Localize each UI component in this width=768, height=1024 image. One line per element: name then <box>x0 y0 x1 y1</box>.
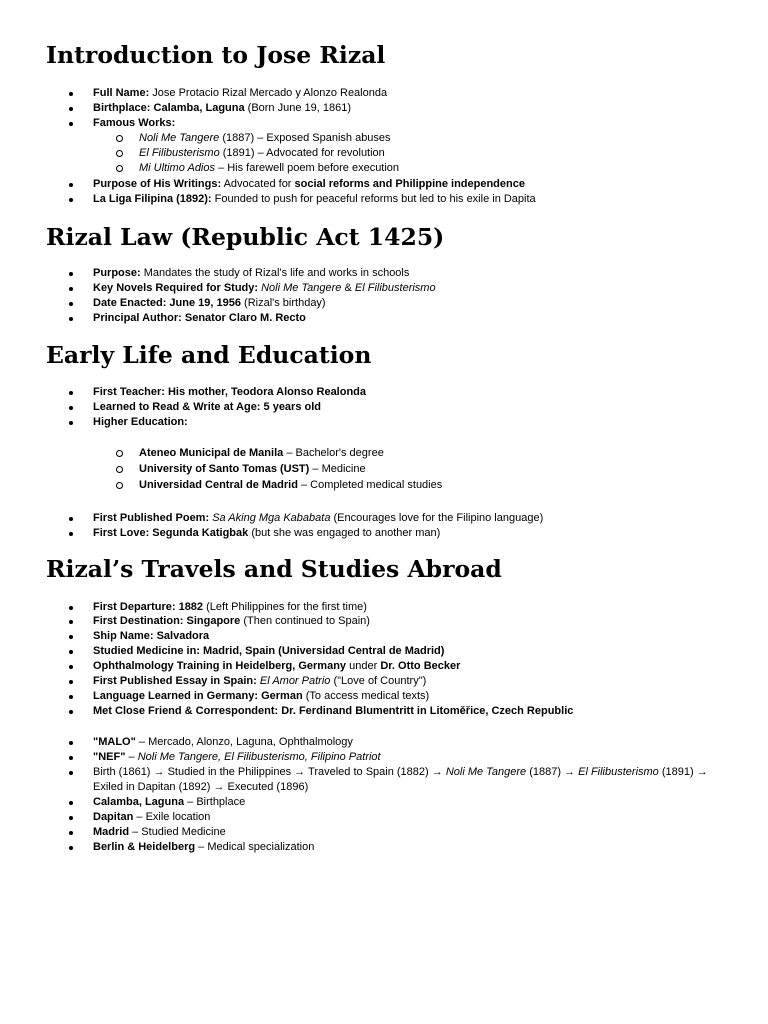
bullet-icon <box>69 122 73 126</box>
list-item: Famous Works: <box>93 116 728 131</box>
list-item: Language Learned in Germany: German (To access medical texts) <box>93 689 728 704</box>
bullet-icon <box>69 606 73 610</box>
list-item: Learned to Read & Write at Age: 5 years old <box>93 400 728 415</box>
list-item: Noli Me Tangere (1887) – Exposed Spanish abuses <box>139 131 728 146</box>
list-item: Ship Name: Salvadora <box>93 629 728 644</box>
list-item: First Teacher: His mother, Teodora Alonso Realonda <box>93 385 728 400</box>
bullet-icon <box>69 635 73 639</box>
bullet-icon <box>69 771 73 775</box>
list-item: Key Novels Required for Study: Noli Me Tangere & El Filibusterismo <box>93 281 728 296</box>
bullet-icon <box>69 92 73 96</box>
bullet-icon <box>69 831 73 835</box>
bullet-icon <box>69 665 73 669</box>
list-item: El Filibusterismo (1891) – Advocated for revolution <box>139 146 728 161</box>
bullet-icon <box>69 287 73 291</box>
heading-introduction: Introduction to Jose Rizal <box>46 41 386 69</box>
bullet-icon <box>69 816 73 820</box>
list-item: Purpose of His Writings: Advocated for social reforms and Philippine independence <box>93 177 728 192</box>
list-item: First Destination: Singapore (Then continued to Spain) <box>93 614 728 629</box>
bullet-icon <box>69 532 73 536</box>
bullet-icon <box>69 695 73 699</box>
bullet-icon <box>69 620 73 624</box>
list-item: Berlin & Heidelberg – Medical specialization <box>93 840 728 855</box>
bullet-icon <box>69 183 73 187</box>
bullet-icon <box>69 846 73 850</box>
bullet-icon <box>69 710 73 714</box>
list-item: Calamba, Laguna – Birthplace <box>93 795 728 810</box>
sub-bullet-icon <box>116 466 123 473</box>
bullet-icon <box>69 421 73 425</box>
list-item: Universidad Central de Madrid – Completed medical studies <box>139 478 728 493</box>
list-item: Studied Medicine in: Madrid, Spain (Universidad Central de Madrid) <box>93 644 728 659</box>
list-item: La Liga Filipina (1892): Founded to push for peaceful reforms but led to his exile in Dapita <box>93 192 728 207</box>
bullet-icon <box>69 517 73 521</box>
heading-early-life: Early Life and Education <box>46 341 372 369</box>
bullet-icon <box>69 107 73 111</box>
list-item: First Love: Segunda Katigbak (but she was engaged to another man) <box>93 526 728 541</box>
list-item: Purpose: Mandates the study of Rizal's life and works in schools <box>93 266 728 281</box>
bullet-icon <box>69 317 73 321</box>
list-item: "MALO" – Mercado, Alonzo, Laguna, Ophthalmology <box>93 735 728 750</box>
bullet-icon <box>69 391 73 395</box>
sub-bullet-icon <box>116 482 123 489</box>
bullet-icon <box>69 272 73 276</box>
bullet-icon <box>69 741 73 745</box>
list-item: Full Name: Jose Protacio Rizal Mercado y Alonzo Realonda <box>93 86 728 101</box>
list-item: "NEF" – Noli Me Tangere, El Filibusterismo, Filipino Patriot <box>93 750 728 765</box>
bullet-icon <box>69 650 73 654</box>
bullet-icon <box>69 198 73 202</box>
list-item: Madrid – Studied Medicine <box>93 825 728 840</box>
bullet-icon <box>69 801 73 805</box>
list-item: Higher Education: <box>93 415 728 430</box>
list-item: University of Santo Tomas (UST) – Medicine <box>139 462 728 477</box>
bullet-icon <box>69 756 73 760</box>
sub-bullet-icon <box>116 165 123 172</box>
list-item: First Published Essay in Spain: El Amor Patrio ("Love of Country") <box>93 674 728 689</box>
list-item: Met Close Friend & Correspondent: Dr. Ferdinand Blumentritt in Litoměřice, Czech Republic <box>93 704 728 719</box>
sub-bullet-icon <box>116 450 123 457</box>
bullet-icon <box>69 406 73 410</box>
list-item: Principal Author: Senator Claro M. Recto <box>93 311 728 326</box>
list-item: Ateneo Municipal de Manila – Bachelor's degree <box>139 446 728 461</box>
heading-travels: Rizal’s Travels and Studies Abroad <box>46 555 502 583</box>
list-item: Mi Ultimo Adios – His farewell poem before execution <box>139 161 728 176</box>
list-item: First Published Poem: Sa Aking Mga Kababata (Encourages love for the Filipino language) <box>93 511 728 526</box>
list-item: Ophthalmology Training in Heidelberg, Germany under Dr. Otto Becker <box>93 659 728 674</box>
list-item: Birthplace: Calamba, Laguna (Born June 19, 1861) <box>93 101 728 116</box>
list-item: First Departure: 1882 (Left Philippines for the first time) <box>93 600 728 615</box>
timeline-item: Birth (1861) → Studied in the Philippines → Traveled to Spain (1882) → Noli Me Tangere (1887) → El Filibusterismo (1891) → Exiled in Dapitan (1892) → Executed (1896) <box>93 765 728 795</box>
bullet-icon <box>69 680 73 684</box>
list-item: Dapitan – Exile location <box>93 810 728 825</box>
sub-bullet-icon <box>116 135 123 142</box>
sub-bullet-icon <box>116 150 123 157</box>
heading-rizal-law: Rizal Law (Republic Act 1425) <box>46 223 445 251</box>
bullet-icon <box>69 302 73 306</box>
list-item: Date Enacted: June 19, 1956 (Rizal's birthday) <box>93 296 728 311</box>
